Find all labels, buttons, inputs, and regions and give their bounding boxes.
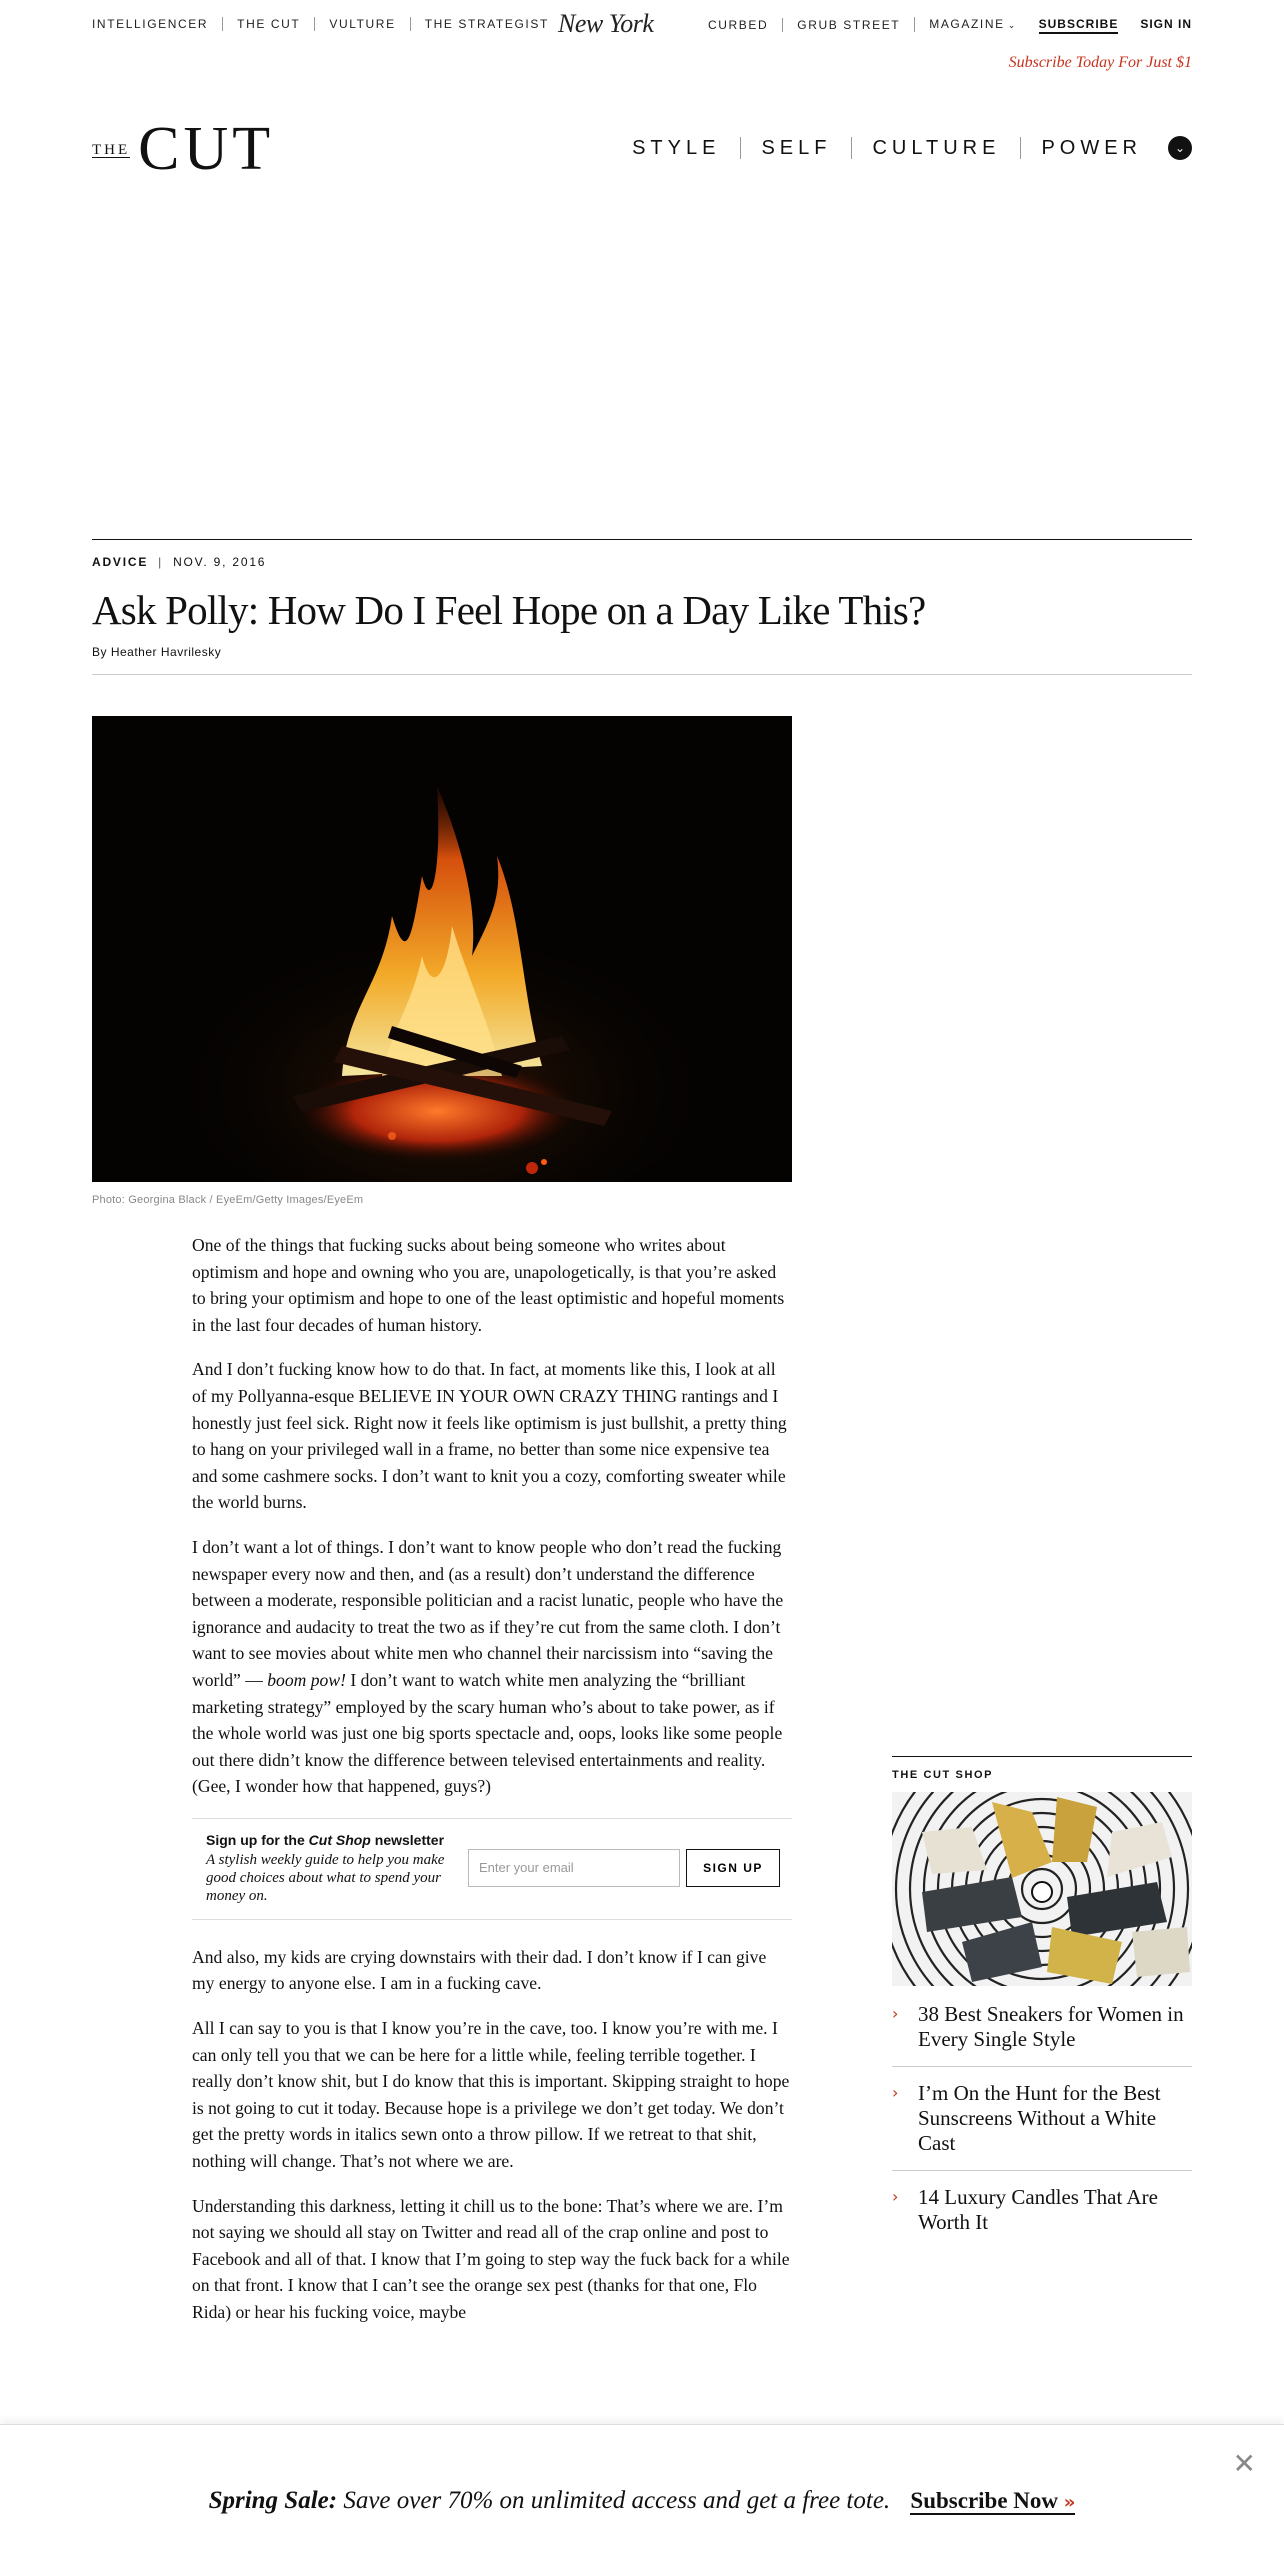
chevron-right-icon: › [892, 2083, 899, 2102]
network-links-right [708, 17, 1031, 32]
article-date: NOV. 9, 2016 [173, 555, 267, 569]
article-paragraph: All I can say to you is that I know you’re in the cave, too. I know you’re with me. I can only tell you that we can be here for a little while, feeling terrible together. I really don’t know shit, but I do know that this is important. Skipping straight to hope is not going to cut it today. Because hope is a privilege we don’t get today. We don’t get the pretty words in italics sewn onto a throw pillow. If we retreat to that shit, nothing will change. That’s not where we are. [192, 2018, 790, 2172]
meta-separator: | [158, 555, 164, 569]
shop-item-title: 38 Best Sneakers for Women in Every Single Style [918, 2002, 1184, 2051]
byline-rule [92, 674, 1192, 675]
shop-list-item[interactable] [892, 2185, 1192, 2249]
paragraph-text: I don’t want a lot of things. I don’t want to know people who don’t read the fucking newspaper every now and then, and (as a result) don’t understand the difference between a moderate, responsible politician and a racist lunatic, people who have the ignorance and audacity to treat the two as if they’re cut from the same cloth. I don’t want to see movies about white men who channel their narcissism into “saving the world” — [192, 1536, 784, 1690]
newsletter-title [206, 1831, 456, 1849]
newsletter-title-post: newsletter [370, 1831, 445, 1848]
newsletter-email-input[interactable] [468, 1849, 680, 1887]
article-headline: Ask Polly: How Do I Feel Hope on a Day Like This? [92, 587, 926, 633]
shop-rule [892, 1756, 1192, 1757]
logo-cut: CUT [138, 115, 275, 183]
network-link-magazine[interactable] [914, 17, 1031, 32]
shop-list [892, 2002, 1192, 2249]
network-link-vulture[interactable]: VULTURE [314, 17, 409, 31]
article-paragraph [192, 1534, 792, 1800]
logo-the: THE [92, 142, 131, 158]
shop-list-item[interactable] [892, 2002, 1192, 2067]
chevron-down-icon: ⌄ [1007, 20, 1017, 30]
nav-culture[interactable]: CULTURE [851, 137, 1020, 159]
network-links-left [92, 17, 563, 31]
header-rule [92, 539, 1192, 540]
article-meta [92, 555, 266, 569]
magazine-label: MAGAZINE [929, 17, 1005, 31]
article-paragraph: And I don’t fucking know how to do that. In fact, at moments like this, I look at all of my Pollyanna-esque BELIEVE IN YOUR OWN CRAZY THING rantings and I honestly just feel sick. Right now it feels like optimism is just bullshit, a pretty thing to hang on your privileged wall in a frame, no better than some nice expensive tea and some cashmere socks. I don’t want to knit you a cozy, comforting sweater while the world burns. [192, 1359, 787, 1513]
article-paragraph: One of the things that fucking sucks about being someone who writes about optimism and hope and owning who you are, unapologetically, is that you’re asked to bring your optimism and hope to one of the least optimistic and hopeful moments in the last four decades of human history. [192, 1235, 785, 1335]
network-link-the-cut[interactable]: THE CUT [222, 17, 314, 31]
shop-feature-image[interactable] [892, 1792, 1192, 1986]
sign-in-link[interactable]: SIGN IN [1140, 17, 1192, 31]
newsletter-title-pre: Sign up for the [206, 1831, 309, 1848]
account-links [1039, 17, 1192, 34]
network-link-curbed[interactable]: CURBED [708, 17, 769, 32]
shop-item-title: 14 Luxury Candles That Are Worth It [918, 2185, 1158, 2234]
nav-style[interactable]: STYLE [632, 137, 721, 159]
network-link-intelligencer[interactable]: INTELLIGENCER [92, 17, 209, 31]
article-photo [92, 716, 792, 1182]
the-cut-logo[interactable] [92, 115, 275, 183]
paragraph-text: I don’t want to watch white men analyzing the “brilliant marketing strategy” employed by the scary human who’s about to take power, as if the whole world was just one big sports spectacle and, oops, looks like some people out there didn’t know the difference between televised entertainments and reality. (Gee, I wonder how that happened, guys?) [192, 1669, 783, 1797]
subscribe-now-label: Subscribe Now [910, 2488, 1059, 2513]
new-york-logo[interactable]: New York [558, 9, 654, 38]
section-nav [612, 136, 1192, 160]
network-bar [92, 0, 1192, 52]
promo-lead: Spring Sale: [208, 2487, 338, 2514]
network-link-grub-street[interactable]: GRUB STREET [782, 18, 914, 32]
article-body [192, 1232, 792, 2344]
promo-offer: Save over 70% on unlimited access and get a free tote. [343, 2487, 891, 2514]
subscribe-now-button[interactable] [910, 2488, 1075, 2515]
subscribe-link[interactable]: SUBSCRIBE [1039, 17, 1119, 34]
double-arrow-icon: » [1063, 2492, 1076, 2513]
subscribe-promo-link[interactable]: Subscribe Today For Just $1 [1008, 54, 1192, 71]
shop-item-title: I’m On the Hunt for the Best Sunscreens Without a White Cast [918, 2081, 1161, 2155]
newsletter-description: A stylish weekly guide to help you make good choices about what to spend your money on. [206, 1851, 445, 1904]
menu-chevron-icon[interactable]: ⌄ [1168, 136, 1192, 160]
article-rubric[interactable]: ADVICE [92, 555, 149, 569]
article-byline[interactable]: By Heather Havrilesky [92, 645, 222, 659]
close-icon[interactable]: ✕ [1232, 2447, 1256, 2480]
newsletter-title-em: Cut Shop [308, 1831, 371, 1848]
newsletter-signup [192, 1818, 792, 1920]
article-paragraph: And also, my kids are crying downstairs with their dad. I don’t know if I can give my energy to anyone else. I am in a fucking cave. [192, 1946, 767, 1994]
network-link-the-strategist[interactable]: THE STRATEGIST [410, 17, 563, 31]
newsletter-text [206, 1831, 456, 1905]
paragraph-italic: boom pow! [267, 1669, 346, 1690]
campfire-image [92, 716, 792, 1182]
sneakers-image [892, 1792, 1192, 1986]
chevron-right-icon: › [892, 2187, 899, 2206]
nav-power[interactable]: POWER [1020, 137, 1162, 159]
promo-content [0, 2487, 1284, 2515]
chevron-right-icon: › [892, 2004, 899, 2023]
cut-shop-module [892, 1756, 1192, 2263]
article-paragraph: Understanding this darkness, letting it chill us to the bone: That’s where we are. I’m not saying we should all stay on Twitter and read all of the crap online and post to Facebook and all of that. I know that I’m going to step way the fuck back for a while on that front. I know that I can’t see the orange sex pest (thanks for that one, Flo Rida) or hear his fucking voice, maybe [192, 2195, 790, 2322]
photo-caption: Photo: Georgina Black / EyeEm/Getty Images/EyeEm [92, 1194, 364, 1206]
shop-label[interactable]: THE CUT SHOP [892, 1769, 994, 1781]
shop-list-item[interactable] [892, 2081, 1192, 2171]
newsletter-sign-up-button[interactable]: SIGN UP [686, 1849, 780, 1887]
subscription-promo-bar [0, 2424, 1284, 2568]
nav-self[interactable]: SELF [740, 137, 851, 159]
